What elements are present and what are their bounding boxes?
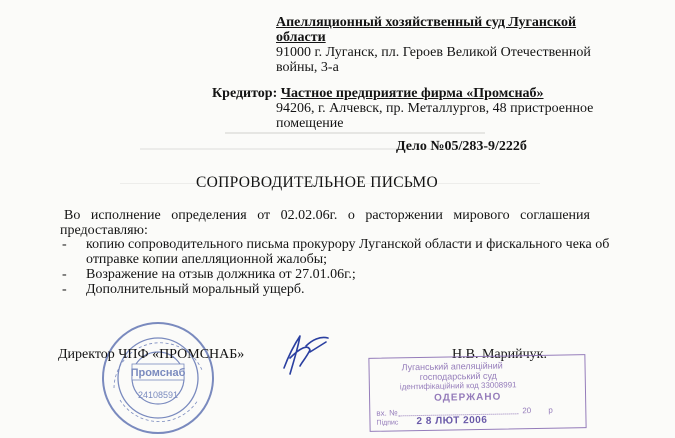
received-stamp-date: 2 8 ЛЮТ 2006: [416, 414, 488, 428]
received-stamp-line1: Луганський апеляційний: [401, 360, 503, 373]
list-dash: -: [62, 237, 67, 252]
round-stamp: [98, 318, 218, 438]
list-item: [62, 267, 632, 282]
court-name-line1: Апелляционный хозяйственный суд Луганской: [276, 15, 577, 30]
received-stamp-line2: господарський суд: [419, 370, 497, 383]
document-title: СОПРОВОДИТЕЛЬНОЕ ПИСЬМО: [196, 174, 439, 191]
list-item-line1: копию сопроводительного письма прокурору Луганской области и фискального чека об: [86, 237, 610, 252]
received-stamp-suffix: р: [548, 405, 553, 415]
creditor-address-line1: 94206, г. Алчевск, пр. Металлургов, 48 пристроенное: [276, 101, 594, 116]
court-name-line2: области: [276, 30, 326, 45]
creditor-address-line2: помещение: [276, 116, 344, 131]
received-stamp-status: ОДЕРЖАНО: [433, 391, 502, 404]
creditor-name: Частное предприятие фирма «Промснаб»: [280, 86, 544, 101]
list-item-line2: отправке копии апелляционной жалобы;: [86, 252, 328, 267]
round-stamp-code: 24108591: [137, 390, 179, 400]
list-item-line1: Дополнительный моральный ущерб.: [86, 282, 305, 297]
enclosure-list: [62, 237, 632, 297]
signatory-name: Н.В. Марийчук.: [452, 347, 547, 362]
handwritten-signature: [276, 330, 336, 380]
creditor-line: [212, 86, 544, 101]
received-stamp-line3: ідентифікаційний код 33008991: [399, 380, 517, 392]
list-item: [62, 282, 632, 297]
round-stamp-center-text: Промснаб: [130, 367, 186, 379]
list-dash: -: [62, 267, 67, 282]
bleed-through-text: [225, 132, 485, 134]
list-item: [62, 237, 632, 267]
received-stamp-sign-label: Підпис: [376, 419, 399, 427]
intro-line1: Во исполнение определения от 02.02.06г. о расторжении мирового соглашения: [64, 208, 590, 223]
signatory-position: Директор ЧПФ «ПРОМСНАБ»: [58, 347, 245, 362]
list-item-line1: Возражение на отзыв должника от 27.01.06г.;: [86, 267, 356, 282]
received-stamp-in-label: вх. №: [376, 408, 398, 418]
received-stamp-year-label: 20: [522, 406, 532, 416]
court-address-line2: войны, 3-а: [276, 60, 339, 75]
intro-text: [60, 208, 624, 238]
court-address-line1: 91000 г. Луганск, пл. Героев Великой Отечественной: [276, 45, 591, 60]
creditor-label: Кредитор:: [212, 86, 278, 101]
list-dash: -: [62, 282, 67, 297]
intro-line2: предоставляю:: [60, 223, 148, 238]
received-stamp: [368, 354, 586, 432]
case-number: Дело №05/283-9/222б: [396, 139, 527, 154]
